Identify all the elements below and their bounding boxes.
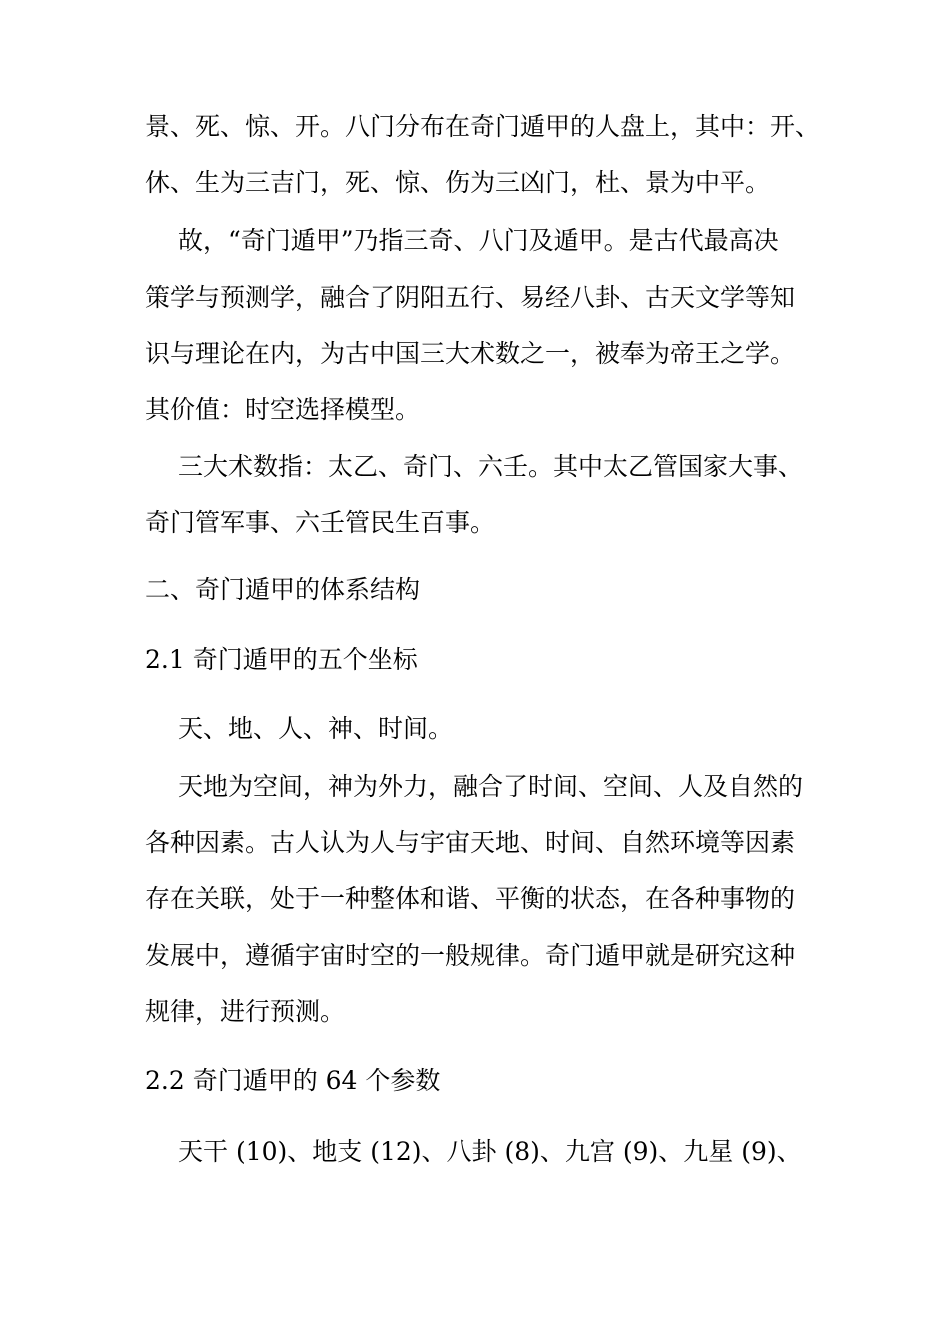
subsection-heading: 2.1 奇门遁甲的五个坐标 — [145, 645, 418, 674]
text-line: 其价值：时空选择模型。 — [145, 395, 421, 424]
subsection-heading: 2.2 奇门遁甲的 64 个参数 — [145, 1066, 441, 1095]
text-line: 各种因素。古人认为人与宇宙天地、时间、自然环境等因素 — [145, 828, 796, 857]
text-line: 策学与预测学，融合了阴阳五行、易经八卦、古天文学等知 — [145, 283, 796, 312]
text-line: 规律，进行预测。 — [145, 997, 346, 1026]
text-line: 天、地、人、神、时间。 — [178, 714, 454, 743]
text-line: 天地为空间，神为外力，融合了时间、空间、人及自然的 — [178, 772, 804, 801]
section-heading: 二、奇门遁甲的体系结构 — [145, 575, 421, 604]
text-line: 发展中，遵循宇宙时空的一般规律。奇门遁甲就是研究这种 — [145, 941, 796, 970]
text-line: 存在关联，处于一种整体和谐、平衡的状态，在各种事物的 — [145, 884, 796, 913]
text-line: 景、死、惊、开。八门分布在奇门遁甲的人盘上，其中：开、 — [145, 112, 821, 141]
text-line: 天干 (10)、地支 (12)、八卦 (8)、九宫 (9)、九星 (9)、 — [178, 1137, 802, 1166]
text-line: 识与理论在内，为古中国三大术数之一，被奉为帝王之学。 — [145, 339, 796, 368]
text-line: 三大术数指：太乙、奇门、六壬。其中太乙管国家大事、 — [178, 452, 804, 481]
text-line: 休、生为三吉门，死、惊、伤为三凶门，杜、景为中平。 — [145, 168, 771, 197]
text-line: 奇门管军事、六壬管民生百事。 — [145, 508, 496, 537]
text-line: 故，“奇门遁甲”乃指三奇、八门及遁甲。是古代最高决 — [178, 226, 779, 255]
